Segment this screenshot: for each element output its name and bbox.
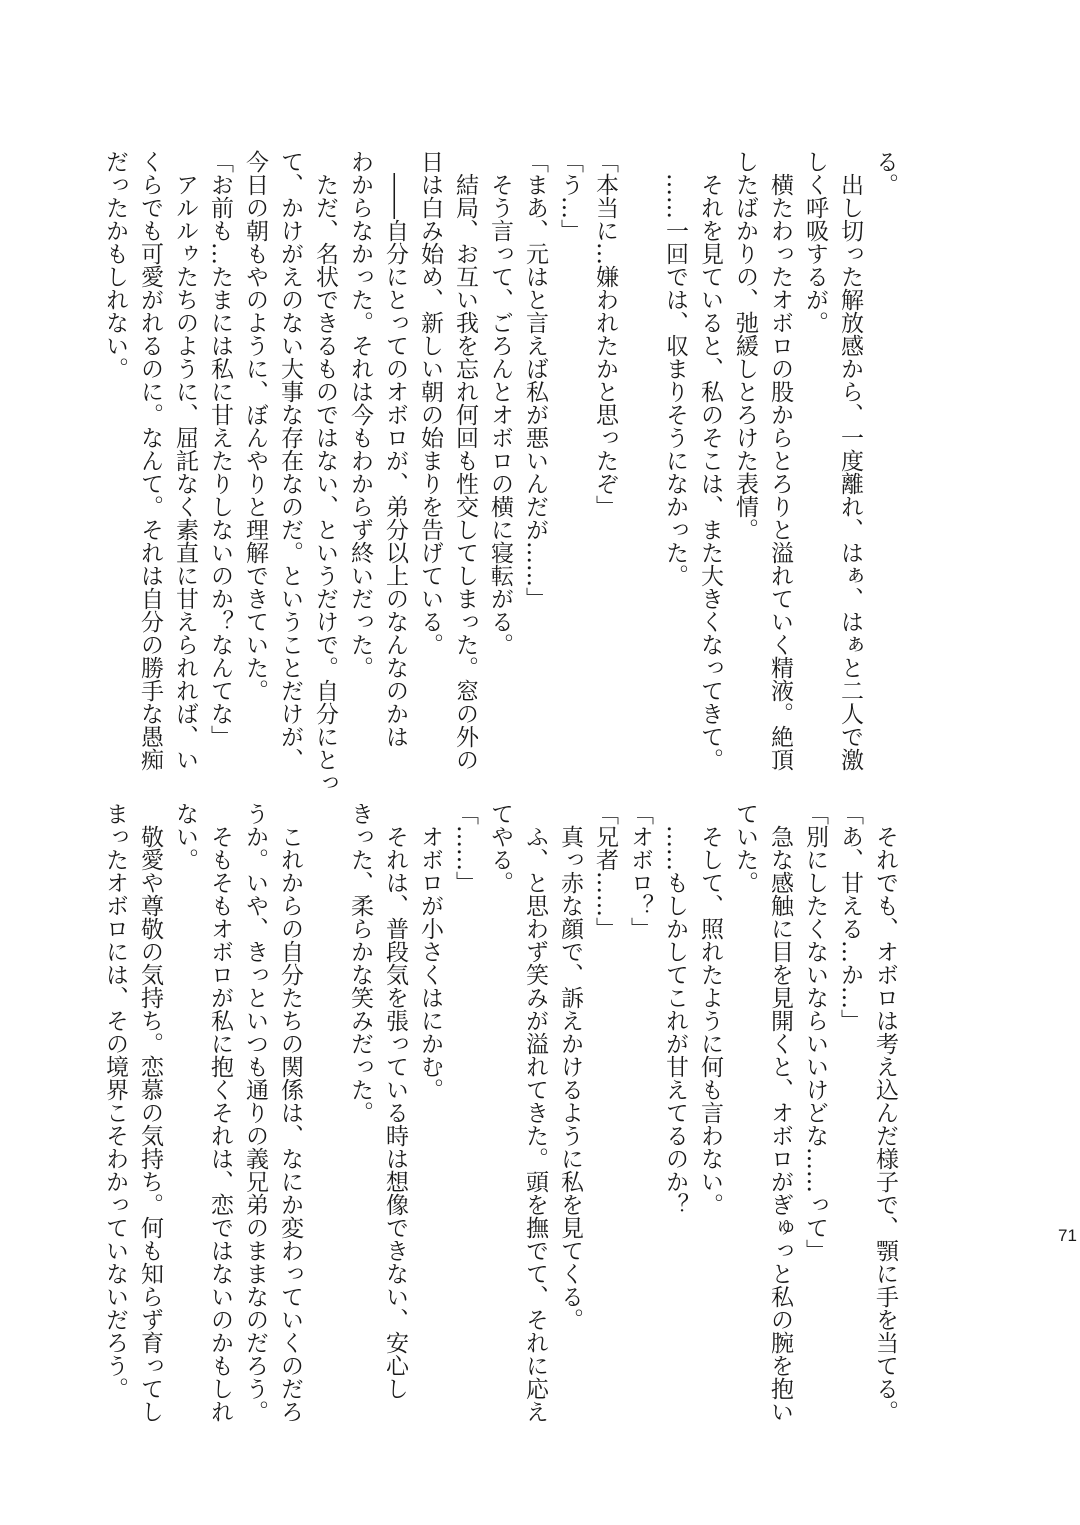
text-line: 「別にしたくないならいいけどな……って」 <box>802 802 828 1262</box>
text-line: これからの自分たちの関係は、なにか変わっていくのだろ <box>277 802 303 1423</box>
text-line: きった、柔らかな笑みだった。 <box>347 802 373 1124</box>
text-line: それを見ていると、私のそこは、また大きくなってきて。 <box>697 150 723 771</box>
text-line: だったかもしれない。 <box>102 150 128 380</box>
text-line: 「お前も…たまには私に甘えたりしないのか？なんてな」 <box>207 150 233 748</box>
text-line: ……もしかしてこれが甘えてるのか？ <box>662 802 688 1216</box>
text-line: 「まあ、元はと言えば私が悪いんだが……」 <box>522 150 548 610</box>
text-line: したばかりの、弛緩しとろけた表情。 <box>732 150 758 541</box>
text-line: 今日の朝もやのように、ぼんやりと理解できていた。 <box>242 150 268 702</box>
text-block-bottom <box>97 802 902 1423</box>
text-line: うか。いや、きっといつも通りの義兄弟のままなのだろう。 <box>242 802 268 1423</box>
page-number: 71 <box>1058 1226 1077 1245</box>
text-line <box>622 150 657 760</box>
text-line: 真っ赤な顔で、訴えかけるように私を見てくる。 <box>557 802 583 1331</box>
text-line: くらでも可愛がれるのに。なんて。それは自分の勝手な愚痴 <box>137 150 163 771</box>
text-line: そして、照れたように何も言わない。 <box>697 802 723 1216</box>
text-line: しく呼吸するが。 <box>802 150 828 334</box>
text-line: 敬愛や尊敬の気持ち。恋慕の気持ち。何も知らず育ってし <box>137 802 163 1423</box>
text-line: それでも、オボロは考え込んだ様子で、顎に手を当てる。 <box>872 802 898 1423</box>
text-line: ていた。 <box>732 802 758 894</box>
text-block-top <box>97 150 902 794</box>
text-line: 「オボロ？」 <box>627 802 653 940</box>
text-line: ……一回では、収まりそうになかった。 <box>662 150 688 587</box>
text-line: る。 <box>872 150 898 196</box>
text-line: 結局、お互い我を忘れ何回も性交してしまった。窓の外の <box>452 150 478 771</box>
text-line: 日は白み始め、新しい朝の始まりを告げている。 <box>417 150 443 656</box>
text-line: て、かけがえのない大事な存在なのだ。ということだけが、 <box>277 150 303 771</box>
text-line: 「あ、甘える…か…」 <box>837 802 863 1032</box>
text-line: てやる。 <box>487 802 513 894</box>
text-line: それは、普段気を張っている時は想像できない、安心し <box>382 802 408 1400</box>
text-line: 「本当に…嫌われたかと思ったぞ」 <box>592 150 618 518</box>
text-line: 出し切った解放感から、一度離れ、はぁ、はぁと二人で激 <box>837 150 863 771</box>
text-line: 「兄者……」 <box>592 802 618 940</box>
text-line: そう言って、ごろんとオボロの横に寝転がる。 <box>487 150 513 656</box>
text-line: 横たわったオボロの股からとろりと溢れていく精液。絶頂 <box>767 150 793 771</box>
text-line: アルルゥたちのように、屈託なく素直に甘えられれば、い <box>172 150 198 771</box>
text-line: ふ、と思わず笑みが溢れてきた。頭を撫でて、それに応え <box>522 802 548 1423</box>
text-line: ただ、名状できるものではない、というだけで。自分にとっ <box>312 150 338 794</box>
text-line <box>307 802 342 1412</box>
text-line: 「う…」 <box>557 150 583 242</box>
text-line: 急な感触に目を見開くと、オボロがぎゅっと私の腕を抱い <box>767 802 793 1423</box>
text-line: そもそもオボロが私に抱くそれは、恋ではないのかもしれ <box>207 802 233 1423</box>
text-line: 「……」 <box>452 802 478 894</box>
text-line: まったオボロには、その境界こそわかっていないだろう。 <box>102 802 128 1400</box>
text-line: オボロが小さくはにかむ。 <box>417 802 443 1101</box>
text-line: ――自分にとってのオボロが、弟分以上のなんなのかは <box>382 150 408 748</box>
text-line: わからなかった。それは今もわからず終いだった。 <box>347 150 373 679</box>
text-line: ない。 <box>172 802 198 871</box>
